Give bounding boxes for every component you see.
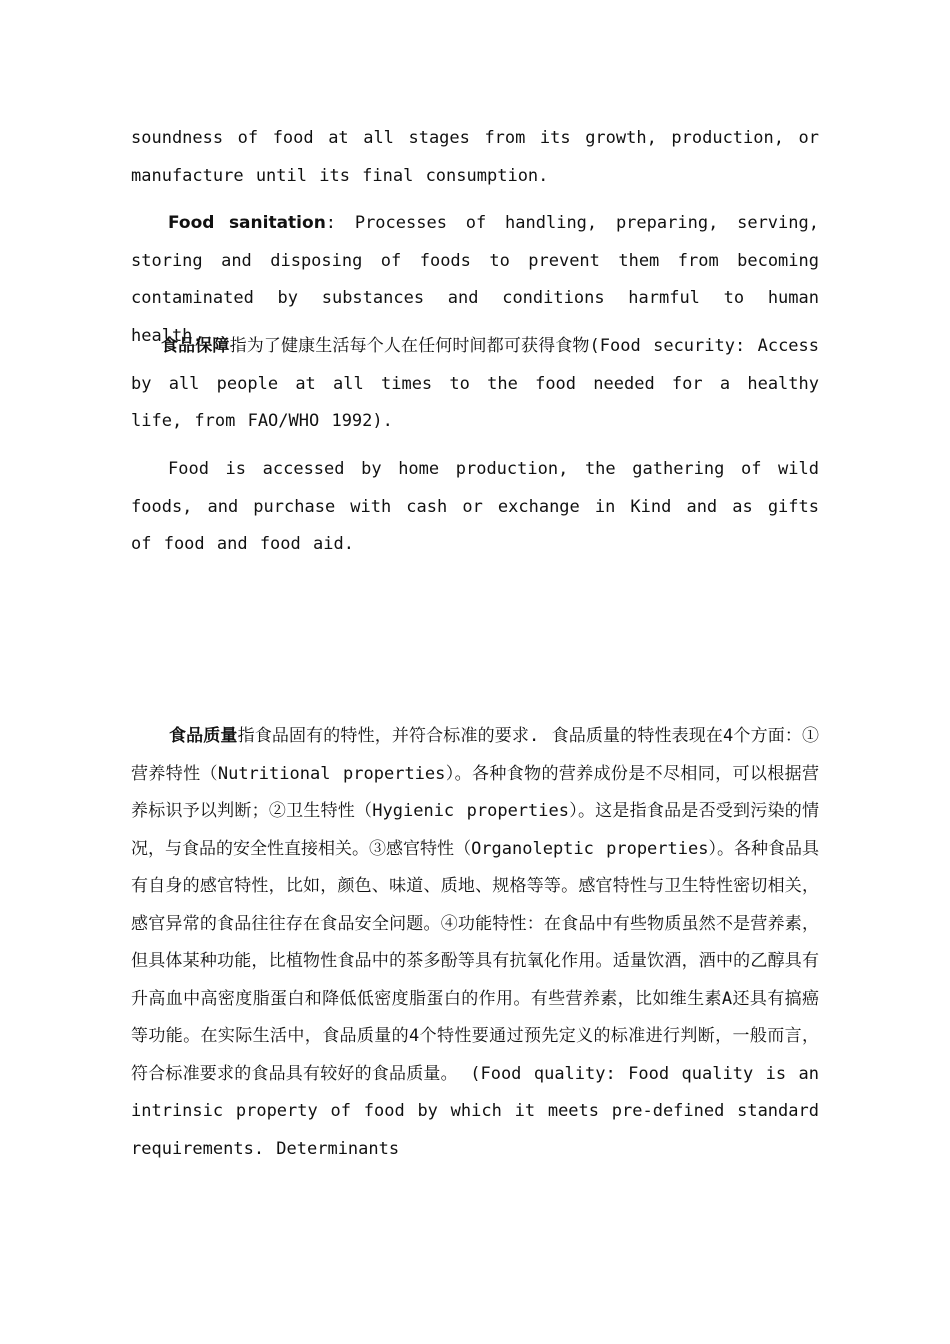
paragraph-food-access (131, 451, 819, 564)
paragraph-text: 指食品固有的特性，并符合标准的要求. 食品质量的特性表现在4个方面：①营养特性（Nutritional properties）。各种食物的营养成份是不尽相同，可以根据营养标识予以判断；②卫生特性（Hygienic properties）。这是指食品是否受到污染的情况，与食品的安全性直接相关。③感官特性（Organoleptic properties）。各种食品具有自身的感官特性，比如，颜色、味道、质地、规格等等。感官特性与卫生特性密切相关，感官异常的食品往往存在食品安全问题。④功能特性：在食品中有些物质虽然不是营养素，但具体某种功能，比植物性食品中的茶多酚等具有抗氧化作用。适量饮酒，酒中的乙醇具有升高血中高密度脂蛋白和降低低密度脂蛋白的作用。有些营养素，比如维生素A还具有搞癌等功能。在实际生活中，食品质量的4个特性要通过预先定义的标准进行判断，一般而言，符合标准要求的食品具有较好的食品质量。 (Food quality: Food quality is an intrinsic property of food by which it meets pre-defined standard requirements. Determinants (131, 726, 820, 1159)
paragraph-text: soundness of food at all stages from its growth, production, or manufacture until its final consumption. (131, 128, 819, 186)
paragraph-text: Food is accessed by home production, the gathering of wild foods, and purchase with cash or exchange in Kind and as gifts of food and food aid. (131, 459, 819, 554)
term-food-quality: 食品质量 (169, 726, 238, 746)
paragraph-food-quality (131, 718, 819, 1168)
paragraph-food-safety-continuation (131, 120, 819, 195)
paragraph-food-security (131, 328, 819, 441)
term-food-sanitation: Food sanitation (168, 213, 326, 233)
term-food-security: 食品保障 (161, 336, 230, 356)
paragraph-text: 指为了健康生活每个人在任何时间都可获得食物(Food security: Access by all people at all times to the food needed for a healthy life, from FAO/WHO 1992). (131, 336, 820, 431)
paragraph-text: : Processes of handling, preparing, serving, storing and disposing of foods to prevent them from becoming contaminated by substances and conditions harmful to human health. (131, 213, 819, 346)
